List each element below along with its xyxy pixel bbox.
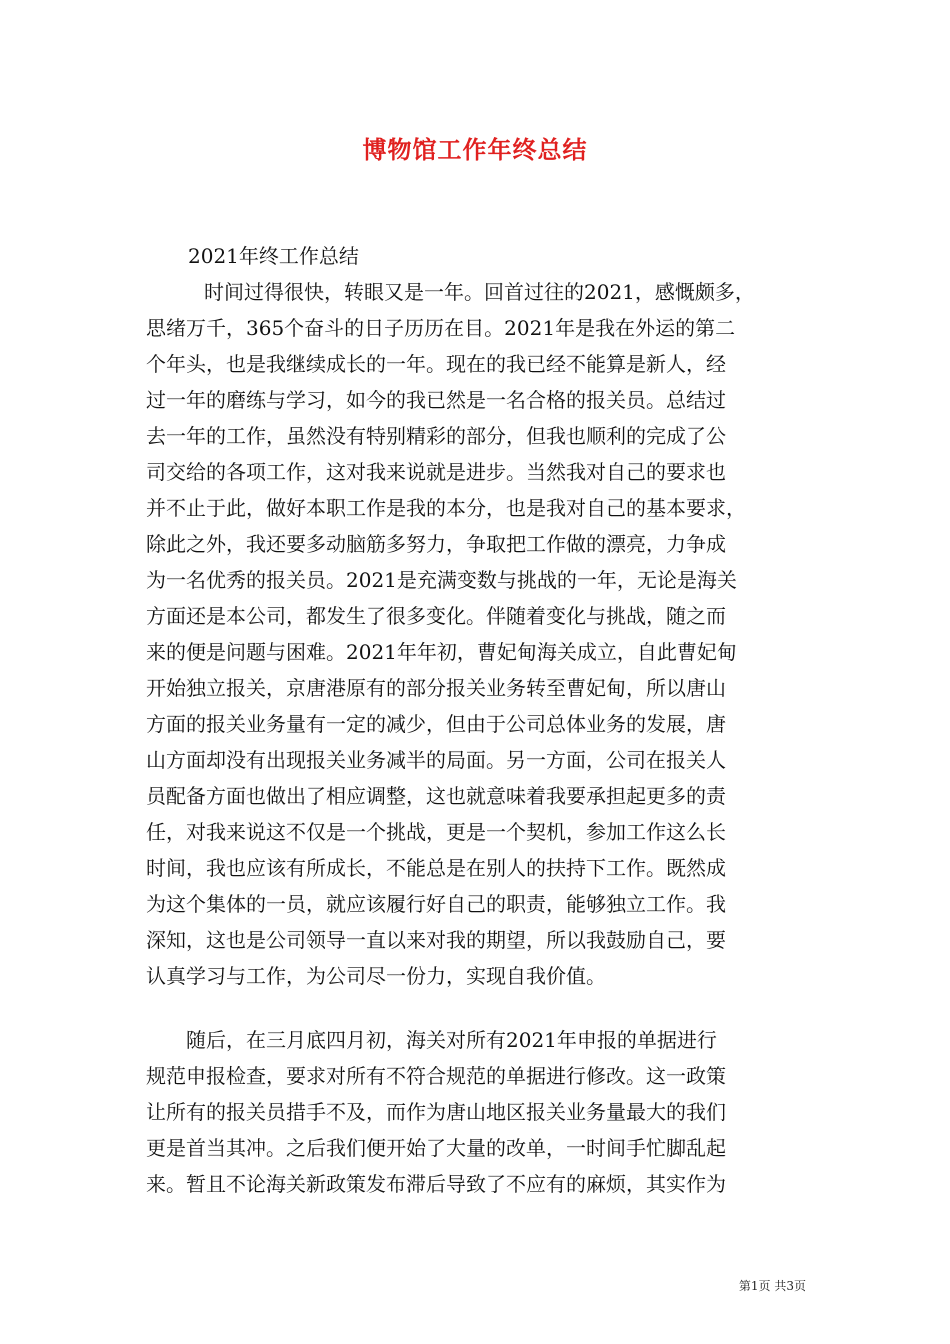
paragraph-line: 方面的报关业务量有一定的减少，但由于公司总体业务的发展，唐 [146, 712, 726, 736]
paragraph-line: 来的便是问题与困难。2021年年初，曹妃甸海关成立，自此曹妃甸 [146, 640, 737, 664]
paragraph-line: 时间过得很快，转眼又是一年。回首过往的2021，感慨颇多， [204, 280, 755, 304]
paragraph-line: 深知，这也是公司领导一直以来对我的期望，所以我鼓励自己，要 [146, 928, 726, 952]
paragraph-line: 并不止于此，做好本职工作是我的本分，也是我对自己的基本要求， [146, 496, 746, 520]
paragraph-line: 来。暂且不论海关新政策发布滞后导致了不应有的麻烦，其实作为 [146, 1172, 726, 1196]
paragraph-line: 员配备方面也做出了相应调整，这也就意味着我要承担起更多的责 [146, 784, 726, 808]
paragraph-line: 任，对我来说这不仅是一个挑战，更是一个契机，参加工作这么长 [146, 820, 726, 844]
page-title: 博物馆工作年终总结 [362, 135, 588, 164]
paragraph-line: 去一年的工作，虽然没有特别精彩的部分，但我也顺利的完成了公 [146, 424, 726, 448]
paragraph-line: 让所有的报关员措手不及，而作为唐山地区报关业务量最大的我们 [146, 1100, 726, 1124]
paragraph-1 [146, 274, 806, 994]
paragraph-2 [146, 1022, 806, 1202]
paragraph-line: 规范申报检查，要求对所有不符合规范的单据进行修改。这一政策 [146, 1064, 726, 1088]
paragraph-line: 更是首当其冲。之后我们便开始了大量的改单，一时间手忙脚乱起 [146, 1136, 726, 1160]
paragraph-line: 认真学习与工作，为公司尽一份力，实现自我价值。 [146, 964, 606, 988]
subheading: 2021年终工作总结 [188, 244, 359, 268]
paragraph-line: 山方面却没有出现报关业务减半的局面。另一方面，公司在报关人 [146, 748, 726, 772]
paragraph-line: 方面还是本公司，都发生了很多变化。伴随着变化与挑战，随之而 [146, 604, 726, 628]
paragraph-line: 司交给的各项工作，这对我来说就是进步。当然我对自己的要求也 [146, 460, 726, 484]
paragraph-line: 个年头，也是我继续成长的一年。现在的我已经不能算是新人，经 [146, 352, 726, 376]
paragraph-line: 除此之外，我还要多动脑筋多努力，争取把工作做的漂亮，力争成 [146, 532, 726, 556]
paragraph-line: 开始独立报关，京唐港原有的部分报关业务转至曹妃甸，所以唐山 [146, 676, 726, 700]
page-number: 第1页 共3页 [738, 1279, 806, 1293]
paragraph-line: 为一名优秀的报关员。2021是充满变数与挑战的一年，无论是海关 [146, 568, 737, 592]
paragraph-line: 时间，我也应该有所成长，不能总是在别人的扶持下工作。既然成 [146, 856, 726, 880]
paragraph-line: 为这个集体的一员，就应该履行好自己的职责，能够独立工作。我 [146, 892, 726, 916]
paragraph-line: 随后，在三月底四月初，海关对所有2021年申报的单据进行 [186, 1028, 717, 1052]
paragraph-line: 思绪万千，365个奋斗的日子历历在目。2021年是我在外运的第二 [146, 316, 736, 340]
paragraph-line: 过一年的磨练与学习，如今的我已然是一名合格的报关员。总结过 [146, 388, 726, 412]
